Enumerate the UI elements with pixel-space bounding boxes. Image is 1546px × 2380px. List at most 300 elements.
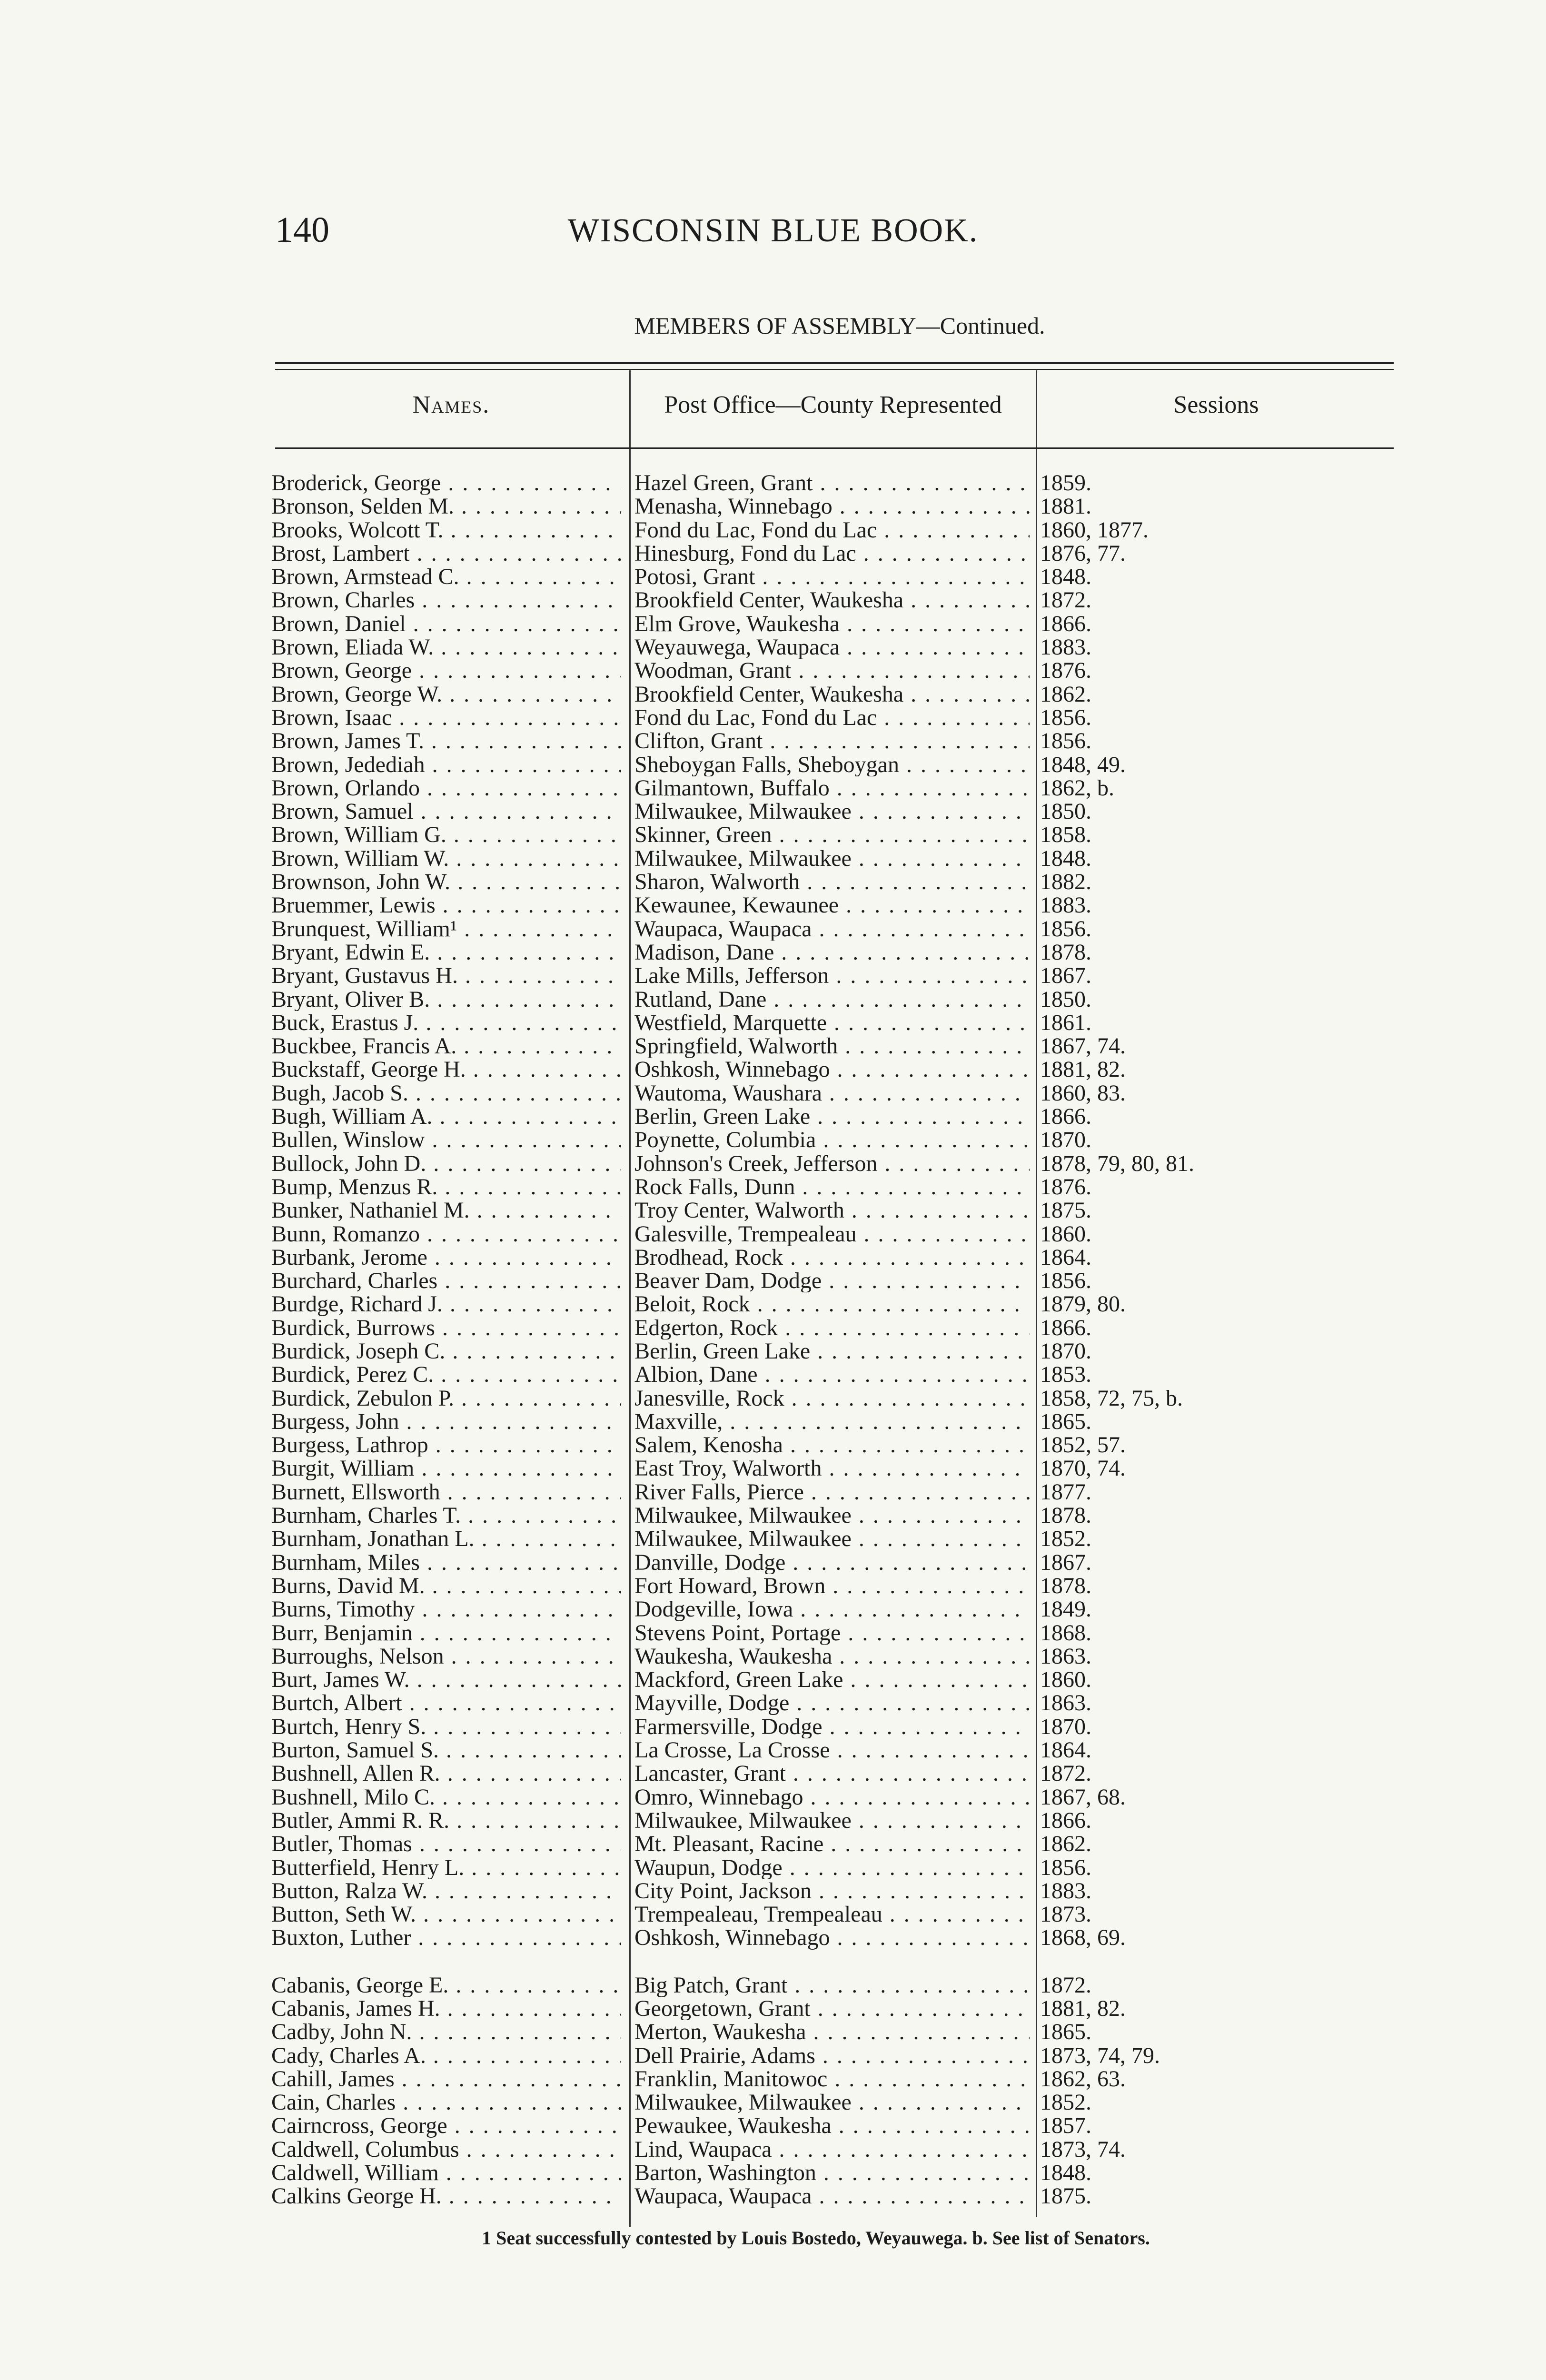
- member-name: Burtch, Henry S. . . .: [271, 1715, 621, 1738]
- post-office-county: Rock Falls, Dunn . . .: [634, 1175, 1030, 1199]
- post-office-county: Brookfield Center, Waukesha . . .: [634, 683, 1030, 706]
- member-name: Burdick, Perez C. . . .: [271, 1363, 621, 1386]
- member-name: Caldwell, Columbus . . .: [271, 2138, 621, 2161]
- page-number: 140: [275, 210, 329, 250]
- post-office-county: Mackford, Green Lake . . .: [634, 1668, 1030, 1691]
- sessions: 1878, 79, 80, 81.: [1040, 1150, 1194, 1176]
- post-office-county: River Falls, Pierce . . .: [634, 1480, 1030, 1504]
- post-office-county: Franklin, Manitowoc . . .: [634, 2067, 1030, 2091]
- post-office-county: Beloit, Rock . . .: [634, 1292, 1030, 1316]
- table-row: [0, 2067, 1546, 2091]
- post-office-county: Dodgeville, Iowa . . .: [634, 1597, 1030, 1621]
- member-name: Cairncross, George . . .: [271, 2114, 621, 2137]
- sessions: 1883.: [1040, 892, 1091, 918]
- member-name: Burgit, William . . .: [271, 1457, 621, 1480]
- sessions: 1866.: [1040, 1104, 1091, 1130]
- table-row: [0, 471, 1546, 495]
- post-office-county: Dell Prairie, Adams . . .: [634, 2044, 1030, 2067]
- member-name: Cabanis, George E. . . .: [271, 1973, 621, 1997]
- post-office-county: Beaver Dam, Dodge . . .: [634, 1269, 1030, 1292]
- member-name: Bugh, William A. . . .: [271, 1105, 621, 1128]
- post-office-county: Oshkosh, Winnebago . . .: [634, 1058, 1030, 1081]
- post-office-county: Albion, Dane . . .: [634, 1363, 1030, 1386]
- post-office-county: Berlin, Green Lake . . .: [634, 1105, 1030, 1128]
- table-row: [0, 1128, 1546, 1151]
- post-office-county: Milwaukee, Milwaukee . . .: [634, 1527, 1030, 1550]
- member-name: Burton, Samuel S. . . .: [271, 1738, 621, 1762]
- member-name: Brown, William G. . . .: [271, 823, 621, 846]
- header-bottom-rule: [275, 447, 1394, 449]
- table-row: [0, 988, 1546, 1011]
- table-row: [0, 753, 1546, 776]
- post-office-county: Mayville, Dodge . . .: [634, 1691, 1030, 1715]
- member-name: Caldwell, William . . .: [271, 2161, 621, 2184]
- sessions: 1878.: [1040, 939, 1091, 965]
- table-row: [0, 1997, 1546, 2020]
- member-name: Burnett, Ellsworth . . .: [271, 1480, 621, 1504]
- post-office-county: Lind, Waupaca . . .: [634, 2138, 1030, 2161]
- member-name: Brown, Charles . . .: [271, 588, 621, 612]
- sessions: 1856.: [1040, 704, 1091, 730]
- sessions: 1865.: [1040, 2019, 1091, 2045]
- sessions: 1860.: [1040, 1221, 1091, 1247]
- table-row: [0, 1903, 1546, 1926]
- member-name: Butterfield, Henry L. . . .: [271, 1856, 621, 1879]
- sessions: 1870.: [1040, 1338, 1091, 1364]
- table-row: [0, 706, 1546, 729]
- sessions: 1860, 1877.: [1040, 517, 1149, 543]
- sessions: 1876.: [1040, 1174, 1091, 1200]
- member-name: Bugh, Jacob S. . . .: [271, 1081, 621, 1105]
- post-office-county: Springfield, Walworth . . .: [634, 1034, 1030, 1058]
- member-name: Brownson, John W. . . .: [271, 870, 621, 893]
- post-office-county: Waukesha, Waukesha . . .: [634, 1645, 1030, 1668]
- member-name: Burns, David M. . . .: [271, 1574, 621, 1597]
- post-office-county: Elm Grove, Waukesha . . .: [634, 612, 1030, 635]
- sessions: 1875.: [1040, 2183, 1091, 2209]
- member-name: Bullock, John D. . . .: [271, 1152, 621, 1175]
- running-title: WISCONSIN BLUE BOOK.: [567, 212, 979, 249]
- sessions: 1848.: [1040, 845, 1091, 871]
- table-row: [0, 588, 1546, 612]
- table-row: [0, 2161, 1546, 2184]
- sessions: 1848, 49.: [1040, 752, 1126, 777]
- table-row: [0, 1715, 1546, 1738]
- post-office-county: Stevens Point, Portage . . .: [634, 1621, 1030, 1645]
- post-office-county: Fond du Lac, Fond du Lac . . .: [634, 706, 1030, 729]
- post-office-county: Kewaunee, Kewaunee . . .: [634, 893, 1030, 917]
- post-office-county: Sheboygan Falls, Sheboygan . . .: [634, 753, 1030, 776]
- sessions: 1859.: [1040, 470, 1091, 496]
- post-office-county: Milwaukee, Milwaukee . . .: [634, 1809, 1030, 1832]
- table-row: [0, 1879, 1546, 1903]
- member-name: Bryant, Oliver B. . . .: [271, 988, 621, 1011]
- member-name: Brown, Jedediah . . .: [271, 753, 621, 776]
- sessions: 1867.: [1040, 963, 1091, 989]
- table-row: [0, 776, 1546, 800]
- table-row: [0, 1081, 1546, 1105]
- post-office-county: Lancaster, Grant . . .: [634, 1762, 1030, 1785]
- table-row: [0, 612, 1546, 635]
- sessions: 1876.: [1040, 658, 1091, 684]
- sessions: 1852, 57.: [1040, 1432, 1126, 1458]
- table-row: [0, 2044, 1546, 2067]
- member-name: Burdick, Zebulon P. . . .: [271, 1387, 621, 1410]
- footnote: 1 Seat successfully contested by Louis Bostedo, Weyauwega. b. See list of Senators.: [482, 2227, 1150, 2249]
- sessions: 1852.: [1040, 2090, 1091, 2115]
- post-office-county: Rutland, Dane . . .: [634, 988, 1030, 1011]
- table-row: [0, 659, 1546, 682]
- table-row: [0, 2138, 1546, 2161]
- table-row: [0, 1339, 1546, 1363]
- post-office-county: East Troy, Walworth . . .: [634, 1457, 1030, 1480]
- post-office-county: Danville, Dodge . . .: [634, 1551, 1030, 1574]
- table-row: [0, 1785, 1546, 1809]
- post-office-county: Waupaca, Waupaca . . .: [634, 2184, 1030, 2208]
- sessions: 1866.: [1040, 611, 1091, 636]
- sessions: 1856.: [1040, 1854, 1091, 1880]
- table-row: [0, 1105, 1546, 1128]
- member-name: Calkins George H. . . .: [271, 2184, 621, 2208]
- sessions: 1865.: [1040, 1408, 1091, 1434]
- table-row: [0, 1645, 1546, 1668]
- sessions: 1872.: [1040, 1972, 1091, 1998]
- post-office-county: Skinner, Green . . .: [634, 823, 1030, 846]
- sessions: 1872.: [1040, 587, 1091, 613]
- member-name: Brown, Eliada W. . . .: [271, 635, 621, 659]
- sessions: 1850.: [1040, 799, 1091, 824]
- post-office-county: Potosi, Grant . . .: [634, 565, 1030, 588]
- table-row: [0, 2091, 1546, 2114]
- table-row: [0, 941, 1546, 964]
- sessions: 1863.: [1040, 1643, 1091, 1669]
- post-office-county: Oshkosh, Winnebago . . .: [634, 1926, 1030, 1949]
- member-name: Cabanis, James H. . . .: [271, 1997, 621, 2020]
- sessions: 1881, 82.: [1040, 1996, 1126, 2021]
- table-row: [0, 495, 1546, 518]
- sessions: 1848.: [1040, 564, 1091, 590]
- post-office-county: Milwaukee, Milwaukee . . .: [634, 800, 1030, 823]
- sessions: 1858, 72, 75, b.: [1040, 1385, 1183, 1411]
- member-name: Brunquest, William¹ . . .: [271, 917, 621, 941]
- members-table: [0, 471, 1546, 2208]
- member-name: Bullen, Winslow . . .: [271, 1128, 621, 1151]
- sessions: 1858.: [1040, 822, 1091, 848]
- sessions: 1864.: [1040, 1737, 1091, 1763]
- sessions: 1873, 74.: [1040, 2136, 1126, 2162]
- sessions: 1848.: [1040, 2160, 1091, 2186]
- sessions: 1850.: [1040, 986, 1091, 1012]
- member-name: Burchard, Charles . . .: [271, 1269, 621, 1292]
- sessions: 1875.: [1040, 1198, 1091, 1223]
- post-office-county: Milwaukee, Milwaukee . . .: [634, 1504, 1030, 1527]
- table-row: [0, 1691, 1546, 1715]
- member-name: Cahill, James . . .: [271, 2067, 621, 2091]
- table-row: [0, 1668, 1546, 1691]
- table-row: [0, 2114, 1546, 2137]
- member-name: Burbank, Jerome . . .: [271, 1246, 621, 1269]
- sessions: 1853.: [1040, 1362, 1091, 1388]
- post-office-county: Mt. Pleasant, Racine . . .: [634, 1832, 1030, 1855]
- sessions: 1866.: [1040, 1315, 1091, 1340]
- table-row: [0, 1926, 1546, 1949]
- post-office-county: Barton, Washington . . .: [634, 2161, 1030, 2184]
- table-row: [0, 1011, 1546, 1034]
- column-header-post-office: Post Office—County Represented: [664, 391, 1002, 418]
- member-name: Burgess, John . . .: [271, 1410, 621, 1433]
- sessions: 1870.: [1040, 1127, 1091, 1153]
- sessions: 1862.: [1040, 1831, 1091, 1857]
- table-row: [0, 565, 1546, 588]
- member-name: Burnham, Charles T. . . .: [271, 1504, 621, 1527]
- table-row: [0, 800, 1546, 823]
- member-name: Cadby, John N. . . .: [271, 2020, 621, 2043]
- sessions: 1881.: [1040, 494, 1091, 519]
- sessions: 1856.: [1040, 1268, 1091, 1294]
- sessions: 1866.: [1040, 1807, 1091, 1833]
- table-row: [0, 1199, 1546, 1222]
- table-row: [0, 1832, 1546, 1855]
- post-office-county: Lake Mills, Jefferson . . .: [634, 964, 1030, 987]
- table-row: [0, 1574, 1546, 1597]
- section-title: MEMBERS OF ASSEMBLY—Continued.: [634, 312, 1045, 339]
- table-row: [0, 1034, 1546, 1058]
- table-row: [0, 1551, 1546, 1574]
- member-name: Bushnell, Milo C. . . .: [271, 1785, 621, 1809]
- table-row: [0, 729, 1546, 753]
- sessions: 1857.: [1040, 2113, 1091, 2139]
- table-row: [0, 1621, 1546, 1645]
- member-name: Burnham, Jonathan L. . . .: [271, 1527, 621, 1550]
- post-office-county: Johnson's Creek, Jefferson . . .: [634, 1152, 1030, 1175]
- post-office-county: Omro, Winnebago . . .: [634, 1785, 1030, 1809]
- table-row: [0, 1152, 1546, 1175]
- post-office-county: Waupun, Dodge . . .: [634, 1856, 1030, 1879]
- member-name: Buckstaff, George H. . . .: [271, 1058, 621, 1081]
- sessions: 1864.: [1040, 1244, 1091, 1270]
- member-name: Bump, Menzus R. . . .: [271, 1175, 621, 1199]
- sessions: 1867, 68.: [1040, 1784, 1126, 1810]
- post-office-county: Georgetown, Grant . . .: [634, 1997, 1030, 2020]
- sessions: 1868.: [1040, 1620, 1091, 1646]
- sessions: 1862.: [1040, 681, 1091, 707]
- table-row: [0, 542, 1546, 565]
- member-name: Buckbee, Francis A. . . .: [271, 1034, 621, 1058]
- table-row: [0, 1387, 1546, 1410]
- member-name: Brooks, Wolcott T. . . .: [271, 518, 621, 542]
- sessions: 1883.: [1040, 635, 1091, 660]
- member-name: Brown, Isaac . . .: [271, 706, 621, 729]
- post-office-county: Brodhead, Rock . . .: [634, 1246, 1030, 1269]
- post-office-county: Milwaukee, Milwaukee . . .: [634, 847, 1030, 870]
- table-row: [0, 893, 1546, 917]
- member-name: Buck, Erastus J. . . .: [271, 1011, 621, 1034]
- table-row: [0, 917, 1546, 941]
- sessions: 1867.: [1040, 1549, 1091, 1575]
- post-office-county: Waupaca, Waupaca . . .: [634, 917, 1030, 941]
- member-name: Brown, James T. . . .: [271, 729, 621, 753]
- post-office-county: Menasha, Winnebago . . .: [634, 495, 1030, 518]
- member-name: Brown, George W. . . .: [271, 683, 621, 706]
- member-name: Brown, William W. . . .: [271, 847, 621, 870]
- post-office-county: Fort Howard, Brown . . .: [634, 1574, 1030, 1597]
- sessions: 1873.: [1040, 1902, 1091, 1927]
- table-row: [0, 1809, 1546, 1832]
- post-office-county: Sharon, Walworth . . .: [634, 870, 1030, 893]
- table-row: [0, 1597, 1546, 1621]
- table-row: [0, 1738, 1546, 1762]
- sessions: 1877.: [1040, 1479, 1091, 1505]
- post-office-county: Weyauwega, Waupaca . . .: [634, 635, 1030, 659]
- sessions: 1879, 80.: [1040, 1291, 1126, 1317]
- table-row: [0, 1058, 1546, 1081]
- table-row: [0, 1292, 1546, 1316]
- sessions: 1849.: [1040, 1597, 1091, 1622]
- sessions: 1873, 74, 79.: [1040, 2043, 1160, 2068]
- sessions: 1881, 82.: [1040, 1057, 1126, 1082]
- post-office-county: Brookfield Center, Waukesha . . .: [634, 588, 1030, 612]
- table-row: [0, 1246, 1546, 1269]
- table-row: [0, 1175, 1546, 1199]
- sessions: 1868, 69.: [1040, 1925, 1126, 1951]
- member-name: Butler, Thomas . . .: [271, 1832, 621, 1855]
- table-row: [0, 2020, 1546, 2043]
- member-name: Brown, Armstead C. . . .: [271, 565, 621, 588]
- sessions: 1863.: [1040, 1690, 1091, 1716]
- member-name: Burns, Timothy . . .: [271, 1597, 621, 1621]
- member-name: Burt, James W. . . .: [271, 1668, 621, 1691]
- column-header-names: Names.: [412, 391, 490, 418]
- post-office-county: Farmersville, Dodge . . .: [634, 1715, 1030, 1738]
- member-name: Brost, Lambert . . .: [271, 542, 621, 565]
- post-office-county: Madison, Dane . . .: [634, 941, 1030, 964]
- member-name: Broderick, George . . .: [271, 471, 621, 495]
- sessions: 1882.: [1040, 869, 1091, 895]
- sessions: 1867, 74.: [1040, 1033, 1126, 1059]
- member-name: Brown, George . . .: [271, 659, 621, 682]
- member-name: Button, Ralza W. . . .: [271, 1879, 621, 1903]
- member-name: Bruemmer, Lewis . . .: [271, 893, 621, 917]
- table-row: [0, 1433, 1546, 1457]
- table-row: [0, 1363, 1546, 1386]
- member-name: Bushnell, Allen R. . . .: [271, 1762, 621, 1785]
- member-name: Bronson, Selden M. . . .: [271, 495, 621, 518]
- table-row: [0, 2184, 1546, 2208]
- member-name: Bryant, Edwin E. . . .: [271, 941, 621, 964]
- post-office-county: City Point, Jackson . . .: [634, 1879, 1030, 1903]
- sessions: 1872.: [1040, 1761, 1091, 1786]
- table-row: [0, 823, 1546, 846]
- member-name: Burdge, Richard J. . . .: [271, 1292, 621, 1316]
- member-name: Brown, Daniel . . .: [271, 612, 621, 635]
- table-row: [0, 635, 1546, 659]
- post-office-county: Trempealeau, Trempealeau . . .: [634, 1903, 1030, 1926]
- post-office-county: Edgerton, Rock . . .: [634, 1316, 1030, 1339]
- table-row: [0, 683, 1546, 706]
- post-office-county: Poynette, Columbia . . .: [634, 1128, 1030, 1151]
- table-top-rule-thin: [275, 369, 1394, 370]
- sessions: 1878.: [1040, 1503, 1091, 1528]
- table-row: [0, 1269, 1546, 1292]
- member-name: Burnham, Miles . . .: [271, 1551, 621, 1574]
- post-office-county: Maxville, . . .: [634, 1410, 1030, 1433]
- sessions: 1870, 74.: [1040, 1456, 1126, 1481]
- post-office-county: Fond du Lac, Fond du Lac . . .: [634, 518, 1030, 542]
- post-office-county: Pewaukee, Waukesha . . .: [634, 2114, 1030, 2137]
- post-office-county: Merton, Waukesha . . .: [634, 2020, 1030, 2043]
- post-office-county: Wautoma, Waushara . . .: [634, 1081, 1030, 1105]
- table-row: [0, 1457, 1546, 1480]
- member-name: Bunn, Romanzo . . .: [271, 1222, 621, 1246]
- member-name: Burr, Benjamin . . .: [271, 1621, 621, 1645]
- table-row: [0, 1410, 1546, 1433]
- sessions: 1862, b.: [1040, 775, 1114, 801]
- table-top-rule: [275, 362, 1394, 364]
- sessions: 1860, 83.: [1040, 1080, 1126, 1106]
- post-office-county: La Crosse, La Crosse . . .: [634, 1738, 1030, 1762]
- sessions: 1852.: [1040, 1526, 1091, 1552]
- member-name: Butler, Ammi R. R. . . .: [271, 1809, 621, 1832]
- sessions: 1876, 77.: [1040, 540, 1126, 566]
- table-row: [0, 964, 1546, 987]
- table-row: [0, 1504, 1546, 1527]
- sessions: 1860.: [1040, 1667, 1091, 1693]
- post-office-county: Milwaukee, Milwaukee . . .: [634, 2091, 1030, 2114]
- post-office-county: Big Patch, Grant . . .: [634, 1973, 1030, 1997]
- sessions: 1883.: [1040, 1878, 1091, 1904]
- member-name: Bunker, Nathaniel M. . . .: [271, 1199, 621, 1222]
- post-office-county: Galesville, Trempealeau . . .: [634, 1222, 1030, 1246]
- member-name: Cady, Charles A. . . .: [271, 2044, 621, 2067]
- sessions: 1878.: [1040, 1573, 1091, 1598]
- post-office-county: Gilmantown, Buffalo . . .: [634, 776, 1030, 800]
- post-office-county: Westfield, Marquette . . .: [634, 1011, 1030, 1034]
- table-row: [0, 1856, 1546, 1879]
- post-office-county: Hinesburg, Fond du Lac . . .: [634, 542, 1030, 565]
- sessions: 1861.: [1040, 1010, 1091, 1035]
- member-name: Button, Seth W. . . .: [271, 1903, 621, 1926]
- sessions: 1856.: [1040, 916, 1091, 942]
- sessions: 1870.: [1040, 1714, 1091, 1739]
- post-office-county: Woodman, Grant . . .: [634, 659, 1030, 682]
- table-row: [0, 1762, 1546, 1785]
- member-name: Cain, Charles . . .: [271, 2091, 621, 2114]
- table-row: [0, 1222, 1546, 1246]
- sessions: 1862, 63.: [1040, 2066, 1126, 2092]
- post-office-county: Janesville, Rock . . .: [634, 1387, 1030, 1410]
- post-office-county: Hazel Green, Grant . . .: [634, 471, 1030, 495]
- table-row: [0, 1527, 1546, 1550]
- member-name: Buxton, Luther . . .: [271, 1926, 621, 1949]
- table-row: [0, 870, 1546, 893]
- member-name: Brown, Orlando . . .: [271, 776, 621, 800]
- table-row: [0, 1480, 1546, 1504]
- table-row: [0, 1316, 1546, 1339]
- table-row: [0, 518, 1546, 542]
- member-name: Burroughs, Nelson . . .: [271, 1645, 621, 1668]
- table-row: [0, 1973, 1546, 1997]
- member-name: Brown, Samuel . . .: [271, 800, 621, 823]
- member-name: Burgess, Lathrop . . .: [271, 1433, 621, 1457]
- member-name: Burdick, Burrows . . .: [271, 1316, 621, 1339]
- post-office-county: Clifton, Grant . . .: [634, 729, 1030, 753]
- post-office-county: Troy Center, Walworth . . .: [634, 1199, 1030, 1222]
- table-row: [0, 847, 1546, 870]
- member-name: Burdick, Joseph C. . . .: [271, 1339, 621, 1363]
- post-office-county: Salem, Kenosha . . .: [634, 1433, 1030, 1457]
- member-name: Burtch, Albert . . .: [271, 1691, 621, 1715]
- column-header-sessions: Sessions: [1173, 391, 1259, 418]
